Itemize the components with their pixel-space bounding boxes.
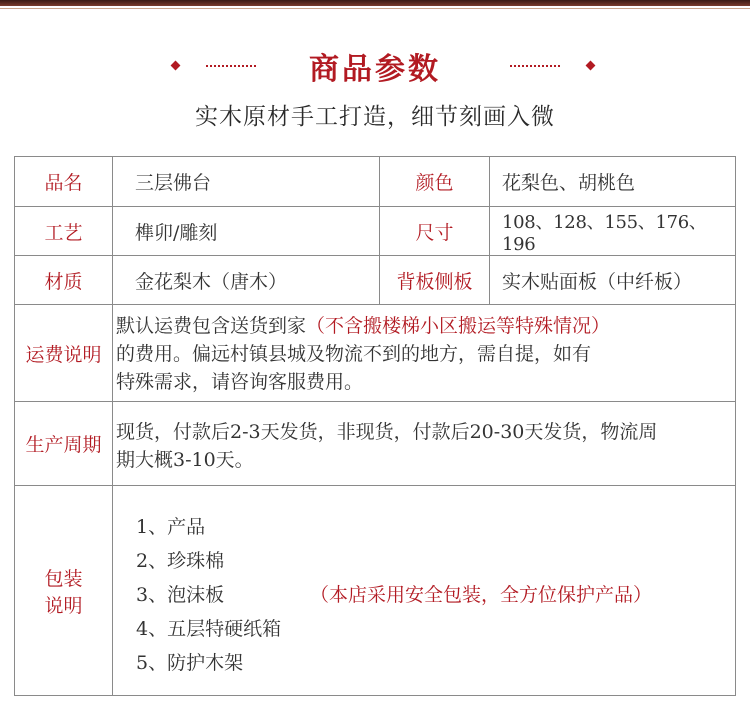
- list-item: 2、珍珠棉: [136, 550, 225, 572]
- top-border-line: [0, 8, 750, 9]
- section-header: [0, 40, 750, 90]
- top-border-bar: [0, 0, 750, 6]
- material-label: 材质: [15, 256, 113, 305]
- shipping-exception-note: （不含搬楼梯小区搬运等特殊情况）: [306, 315, 611, 337]
- list-item: 5、防护木架: [136, 652, 244, 674]
- craft-value: 榫卯/雕刻: [113, 207, 380, 256]
- color-value: 花梨色、胡桃色: [490, 157, 735, 207]
- page-title: 商品参数: [309, 52, 441, 87]
- packaging-label-line2: 说明: [44, 594, 83, 617]
- craft-label: 工艺: [15, 207, 113, 256]
- page-subtitle: 实木原材手工打造，细节刻画入微: [195, 104, 555, 130]
- diamond-icon: [586, 61, 596, 71]
- shipping-line-1: [116, 312, 706, 340]
- shipping-line-3: 特殊需求，请咨询客服费用。: [116, 371, 364, 393]
- packaging-label: [15, 486, 113, 695]
- production-text: [116, 418, 706, 474]
- size-value: 108、128、155、176、196: [490, 207, 735, 256]
- packaging-label-line1: 包装: [44, 567, 83, 590]
- production-label: 生产周期: [15, 402, 113, 486]
- shipping-label: 运费说明: [15, 305, 113, 402]
- production-line-1: 现货，付款后2-3天发货，非现货，付款后20-30天发货，物流周: [116, 421, 658, 443]
- name-value: 三层佛台: [113, 157, 380, 207]
- packaging-list: [136, 510, 336, 680]
- list-item: 1、产品: [136, 516, 206, 538]
- shipping-line-2: 的费用。偏远村镇县城及物流不到的地方，需自提，如有: [116, 343, 592, 365]
- back-panel-value: 实木贴面板（中纤板）: [490, 256, 735, 305]
- material-value: 金花梨木（唐木）: [113, 256, 380, 305]
- dotted-line: [510, 65, 560, 67]
- production-line-2: 期大概3-10天。: [116, 449, 254, 471]
- right-ornament: [508, 60, 596, 72]
- packaging-note: （本店采用安全包装，全方位保护产品）: [310, 584, 653, 606]
- size-label: 尺寸: [380, 207, 490, 256]
- back-panel-label: 背板侧板: [380, 256, 490, 305]
- list-item: 4、五层特硬纸箱: [136, 618, 282, 640]
- shipping-line-1-main: 默认运费包含送货到家: [116, 315, 307, 337]
- shipping-text: [116, 312, 706, 396]
- name-label: 品名: [15, 157, 113, 207]
- color-label: 颜色: [380, 157, 490, 207]
- list-item: 3、泡沫板: [136, 584, 225, 606]
